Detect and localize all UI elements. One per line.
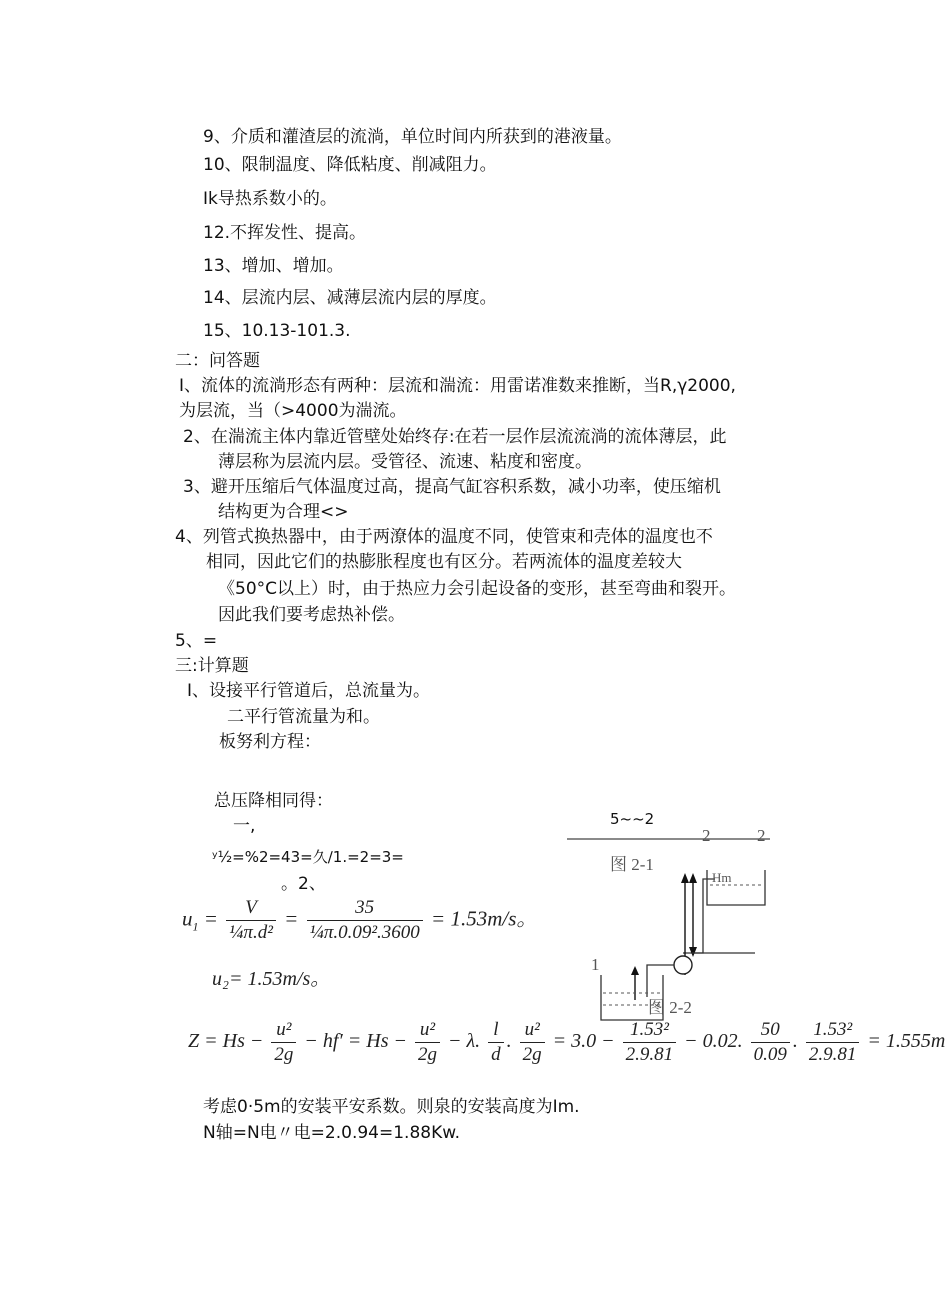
calc1-garbled: ʸ½=%2=43=久∕1.=2=3= xyxy=(212,848,404,866)
equation-u2: u₂= 1.53m/s。 xyxy=(212,968,331,990)
fig22-caption: 图 2-2 xyxy=(648,998,692,1017)
equation-z: Z = Hs − $\frac{\text{u²}}{2g}$ − hf′ = Hs − $\frac{\text{u²}}{2g}$ − λ. $\frac{l}{d}$ . $\frac{\text{u²}}{2g}$ = 3.0 − $\frac{\text{1.53²}}{2.9.81}$ − 0.02. $\frac{50}{0.09}$ . $\frac{\text{1.53²}}{2.9.81}$ = 1.555m xyxy=(188,1019,945,1065)
answer-12: 12.不挥发性、提高。 xyxy=(203,223,367,243)
discharge-pipe xyxy=(683,879,715,953)
equation-u1: $u_1$ = $\frac{V}{\text{¼π.d²}}$ = $\frac{35}{\text{¼π.0.09².3600}}$ = 1.53m/s。 xyxy=(182,897,538,943)
calc2-label: 。2、 xyxy=(281,874,326,894)
q1-line2: 为层流，当（>4000为湍流。 xyxy=(179,401,407,421)
answer-14: 14、层流内层、减薄层流内层的厚度。 xyxy=(203,288,497,308)
calc1-line1: I、设接平行管道后，总流量为。 xyxy=(187,681,431,701)
fig21-top-label: 5~~2 xyxy=(610,810,655,828)
fig21-num-a: 2 xyxy=(702,826,711,845)
q3-line1: 3、避开压缩后气体温度过高，提高气缸容积系数，减小功率，使压缩机 xyxy=(183,477,721,497)
fig21-num-b: 2 xyxy=(757,826,766,845)
q5: 5、= xyxy=(175,631,218,651)
calc1-dash: 一, xyxy=(233,816,256,836)
calc1-line4: 总压降相同得： xyxy=(214,791,333,811)
q1-line1: I、流体的流淌形态有两种：层流和湍流：用雷诺准数来推断，当R,γ2000, xyxy=(179,376,736,396)
fig21-caption: 图 2-1 xyxy=(610,855,654,874)
note-install-height: 考虑0·5m的安装平安系数。则泉的安装高度为Im. xyxy=(203,1097,580,1117)
note-shaft-power: N轴=N电〃电=2.0.94=1.88Kw. xyxy=(203,1123,460,1143)
q2-line1: 2、在湍流主体内靠近管壁处始终存:在若一层作层流流淌的流体薄层，此 xyxy=(183,427,727,447)
q2-line2: 薄层称为层流内层。受管径、流速、粘度和密度。 xyxy=(218,452,592,472)
q4-line4: 因此我们要考虑热补偿。 xyxy=(218,605,405,625)
fig22-top-mark: Hm xyxy=(712,870,732,885)
answer-10: 10、限制温度、降低粘度、削减阻力。 xyxy=(203,155,497,175)
answer-9: 9、介质和灌渣层的流淌，单位时间内所获到的港液量。 xyxy=(203,127,622,147)
calc1-line3: 板努利方程： xyxy=(219,732,321,752)
calc1-line2: 二平行管流量为和。 xyxy=(227,707,380,727)
answer-15: 15、10.13-101.3. xyxy=(203,321,351,341)
q3-line2: 结构更为合理<> xyxy=(218,502,349,522)
answer-11: Ik导热系数小的。 xyxy=(203,189,337,209)
answer-13: 13、增加、增加。 xyxy=(203,256,344,276)
q4-line3: 《50°C以上）时，由于热应力会引起设备的变形，甚至弯曲和裂开。 xyxy=(218,579,737,599)
q4-line1: 4、列管式换热器中，由于两潦体的温度不同，使管束和壳体的温度也不 xyxy=(175,527,713,547)
section3-heading: 三:计算题 xyxy=(175,656,249,676)
section2-heading: 二：问答题 xyxy=(175,351,260,371)
pump xyxy=(674,956,692,974)
q4-line2: 相同，因此它们的热膨胀程度也有区分。若两流体的温度差较大 xyxy=(206,552,682,572)
fig22-label-1: 1 xyxy=(591,955,600,974)
